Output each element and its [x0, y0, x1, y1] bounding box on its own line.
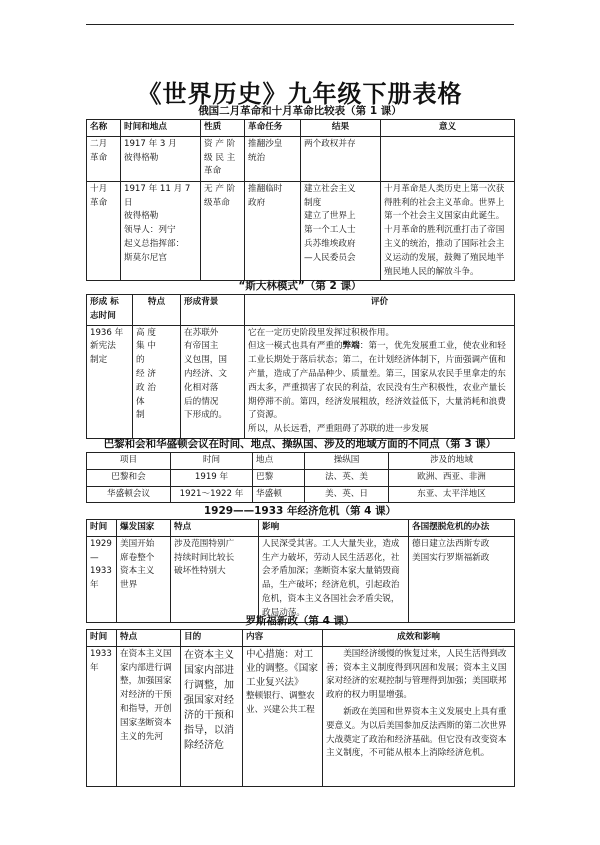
cell: 十月 革命: [87, 181, 121, 281]
cell: [381, 136, 515, 181]
content-main: 中心措施：对工业的调整。《国家工业复兴法》: [246, 648, 318, 688]
th-item: 项目: [87, 453, 171, 470]
cell: 美、英、日: [305, 486, 389, 503]
cell: 华盛顿: [253, 486, 305, 503]
cell: 法、英、美: [305, 469, 389, 486]
cell: 欧洲、西亚、非洲: [389, 469, 515, 486]
table3-caption: 巴黎和会和华盛顿会议在时间、地点、操纵国、涉及的地域方面的不同点（第 3 课）: [103, 438, 497, 450]
effect-paragraph: 美国经济缓慢的恢复过来，人民生活得到改善；资本主义制度得到巩固和发展；资本主义国家对经济的宏观控制与管理得到加强；美国联邦政府的权力明显增强。: [326, 648, 507, 701]
eval-text: ：第一，优先发展重工业，使农业和轻工业长期处于落后状态；第二，在计划经济体制下，片面强调产值和产量，造成了产品品种少、质量差。第三，国家从农民手里拿走的东西太多，严重损害了农民的利益，农民没有生产积极性，农业产量长期停滞不前。第四，经济发展粗放，经济效益低下，大量消耗和浪费了资源。: [248, 341, 506, 421]
cell: 1936 年 新宪法 制定: [87, 325, 133, 438]
th-result: 结果: [301, 120, 381, 137]
eval-paragraph: 它在一定历史阶段里发挥过积极作用。: [248, 327, 395, 338]
eval-text-bold: 弊端: [342, 341, 360, 352]
cell: 1933 年: [87, 646, 117, 786]
table-stalin-model: [86, 294, 515, 439]
cell: 美国开始 席卷整个 资本主义 世界: [117, 536, 171, 622]
table-row: [87, 325, 515, 438]
header-rule: [86, 24, 514, 25]
table5-caption: 罗斯福新政（第 4 课）: [245, 615, 355, 627]
cell: 巴黎: [253, 469, 305, 486]
cell: 两个政权并存: [301, 136, 381, 181]
th-task: 革命任务: [245, 120, 301, 137]
table-new-deal: [86, 629, 515, 787]
cell: 建立社会主义 制度 建立了世界上 第一个工人士 兵苏维埃政府 —人民委员会: [301, 181, 381, 281]
cell: 涉及范围特别广 持续时间比较长 破坏性特别大: [171, 536, 259, 622]
th-regions: 涉及的地域: [389, 453, 515, 470]
cell: 推翻临时 政府: [245, 181, 301, 281]
effect-paragraph: 新政在美国和世界资本主义发展史上具有重要意义。为以后美国参加反法西斯的第二次世界大战奠定了政治和经济基础。但它没有改变资本主义制度，不可能从根本上消除经济危机。: [326, 706, 507, 759]
cell: 1917 年 11 月 7 日 彼得格勒 领导人：列宁 起义总指挥部： 斯莫尔尼宫: [121, 181, 201, 281]
th-background: 形成背景: [181, 295, 245, 326]
cell: 资 产 阶 级 民 主 革命: [201, 136, 245, 181]
cell: 1919 年: [171, 469, 253, 486]
table-conferences: [86, 452, 515, 503]
table-revolutions: [86, 119, 515, 281]
cell: 1929 — 1933 年: [87, 536, 117, 622]
th-impact: 影响: [259, 520, 409, 537]
th-time: 时间: [87, 520, 117, 537]
eval-paragraph: 所以，从长远看，严重阻碍了苏联的进一步发展: [248, 424, 429, 435]
cell: 在资本主义国家内部进行调整，加强国家对经济的干预和指导，以消除经济危: [181, 646, 243, 786]
table-row: [87, 181, 515, 281]
evaluation-cell: [245, 325, 515, 438]
cell: 在苏联外 有帝国主 义包围，国 内经济、文 化相对落 后的情况 下形成的。: [181, 325, 245, 438]
th-feature: 特点: [171, 520, 259, 537]
th-nature: 性质: [201, 120, 245, 137]
th-purpose: 目的: [181, 630, 243, 647]
th-feature: 特点: [117, 630, 181, 647]
th-content: 内容: [243, 630, 323, 647]
cell: 无 产 阶 级革命: [201, 181, 245, 281]
th-effect: 成效和影响: [323, 630, 515, 647]
cell: 推翻沙皇 统治: [245, 136, 301, 181]
content-sub: 整顿银行、调整农业、兴建公共工程: [246, 690, 315, 715]
content-cell: [243, 646, 323, 786]
effect-cell: [323, 646, 515, 786]
cell: 十月革命是人类历史上第一次获得胜利的社会主义革命。世界上第一个社会主义国家由此诞生。十月革命的胜利沉重打击了帝国主义的统治，推动了国际社会主义运动的发展，鼓舞了殖民地半殖民地人民的解放斗争。: [381, 181, 515, 281]
th-time-place: 时间和地点: [121, 120, 201, 137]
cell: 东亚、太平洋地区: [389, 486, 515, 503]
cell: 在资本主义国家内部进行调整，加强国家对经济的干预和指导，开创国家垄断资本主义的先河: [117, 646, 181, 786]
cell: 德日建立法西斯专政 美国实行罗斯福新政: [409, 536, 515, 622]
th-controllers: 操纵国: [305, 453, 389, 470]
cell: 高 度 集 中 的 经 济 政 治 体 制: [133, 325, 181, 438]
th-name: 名称: [87, 120, 121, 137]
cell: 华盛顿会议: [87, 486, 171, 503]
th-significance: 意义: [381, 120, 515, 137]
page-title: 《世界历史》九年级下册表格: [137, 79, 463, 108]
table-row: [87, 646, 515, 786]
th-feature: 特点: [133, 295, 181, 326]
th-marker-time: 形成 标 志时间: [87, 295, 133, 326]
table1-caption: 俄国二月革命和十月革命比较表（第 1 课）: [198, 105, 402, 117]
th-country: 爆发国家: [117, 520, 171, 537]
cell: 1917 年 3 月 彼得格勒: [121, 136, 201, 181]
th-evaluation: 评价: [245, 295, 515, 326]
cell: 人民深受其害。工人大量失业，造成生产力破坏，劳动人民生活恶化，社会矛盾加深；垄断资本家大量销毁商品，生产破坏；经济危机，引起政治危机，资本主义各国社会矛盾尖锐，政局动荡。: [259, 536, 409, 622]
cell: 巴黎和会: [87, 469, 171, 486]
cell: 1921～1922 年: [171, 486, 253, 503]
table-row: [87, 536, 515, 622]
table-row: [87, 486, 515, 503]
table2-caption: “斯大林模式”（第 2 课）: [238, 280, 362, 292]
th-place: 地点: [253, 453, 305, 470]
cell: 二月 革命: [87, 136, 121, 181]
eval-text: 但这一模式也具有严重的: [248, 341, 343, 352]
eval-paragraph: [248, 340, 511, 423]
table4-caption: 1929——1933 年经济危机（第 4 课）: [203, 505, 397, 517]
table-economic-crisis: [86, 519, 515, 623]
th-time: 时间: [171, 453, 253, 470]
table-row: [87, 136, 515, 181]
table-row: [87, 469, 515, 486]
th-solution: 各国摆脱危机的办法: [409, 520, 515, 537]
th-time: 时间: [87, 630, 117, 647]
